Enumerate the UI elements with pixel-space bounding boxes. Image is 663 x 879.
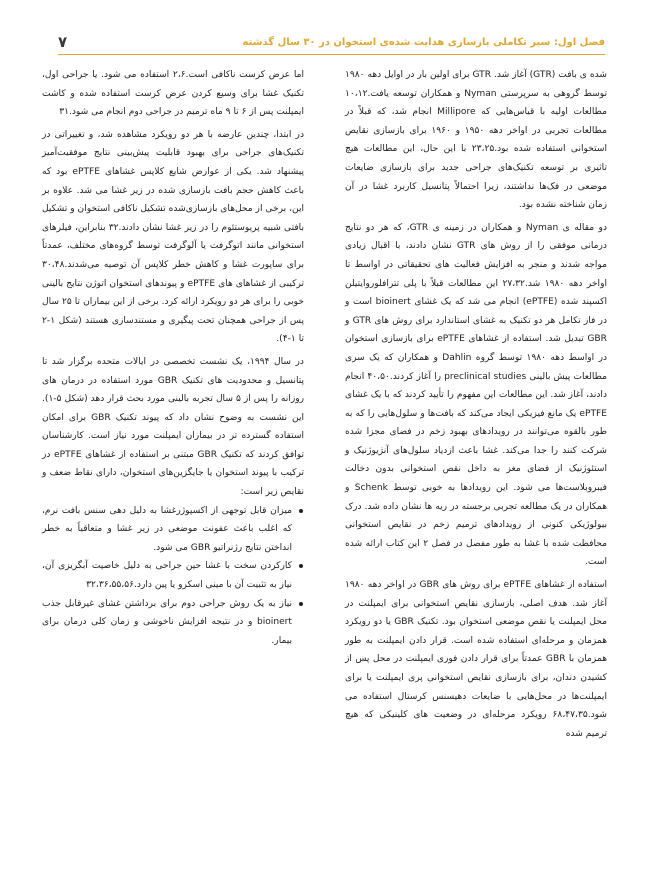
left-column <box>42 66 304 650</box>
right-column <box>345 66 607 743</box>
list-item: کارکردن سخت با غشا حین جراحی به دلیل خاصیت آبگریزی آن، نیاز به تثبیت آن با مینی اسکرو یا پین دارد.۳۲،۳۶،۵۵،۵۶ <box>42 557 304 594</box>
paragraph: اما عرض کرست ناکافی است.۲،۶ استفاده می شود. یا جراحی اول، تکنیک غشا برای وسیع کردن عرض کرست استفاده شده و کاشت ایمپلنت پس از ۶ تا ۹ ماه ترمیم در جراحی دوم انجام می شود.۳۱ <box>42 70 304 118</box>
list-item: نیاز به یک روش جراحی دوم برای برداشتن غشای غیرقابل جذب bioinert و در نتیجه افزایش ناخوشی و زمان کلی درمان برای بیمار. <box>42 595 304 651</box>
paragraph: شده ی بافت (GTR) آغاز شد. GTR برای اولین بار در اوایل دهه ۱۹۸۰ توسط گروهی به سرپرستی Nyman و همکاران توسعه یافت.۱۰،۱۲ مطالعات اولیه با قیاس‌هایی که Millipore انجام شد، که قبلاً در مطالعات تجربی در اواخر دهه ۱۹۵۰ و ۱۹۶۰ برای بازسازی نقایص استخوانی استفاده شده بود.۲۳،۲۵ با این حال، این مطالعات هیچ تاثیری بر توسعه تکنیک‌های جراحی جدید برای بازسازی ضایعات موضعی در فک‌ها نداشتند، زیرا احتمالاً پتانسیل کاربرد غشا در آن زمان شناخته نشده بود. <box>345 70 608 211</box>
chapter-title: فصل اول: سیر تکاملی بازسازی هدایت شده‌ی استخوان در ۳۰ سال گذشته <box>242 36 605 48</box>
page-header <box>58 30 605 55</box>
paragraph: استفاده از غشاهای ePTFE برای روش های GBR در اواخر دهه ۱۹۸۰ آغاز شد. هدف اصلی، بازسازی نقایص استخوانی برای ایمپلنت در محل ایمپلنت یا نقص موضعی استخوان بود. تکنیک GBR یا دو رویکرد همزمان و مرحله‌ای استفاده شده است. قرار دادن ایمپلنت به طور همزمان با GBR عمدتاً برای قرار دادن فوری ایمپلنت در محل پس از کشیدن دندان، برای بازسازی نقایص استخوانی پری ایمپلنت یا برای ایمپلنت‌ها در محل‌هایی با ضایعات دهیسنس کرستال استفاده می شود.۶۸،۴۷،۳۵ رویکرد مرحله‌ای در وضعیت های کلینیکی که هیچ ترمیم شده <box>345 580 607 739</box>
paragraph: در سال ۱۹۹۴، یک نشست تخصصی در ایالات متحده برگزار شد تا پتانسیل و محدودیت های تکنیک GBR مورد استفاده در درمان های روزانه را پس از ۵ سال تجربه بالینی مورد بحث قرار دهد (شکل ۵-۱). این نشست به وضوح نشان داد که پیوند تکنیک GBR برای امکان استفاده گسترده تر در بیماران ایمپلنت مورد نیاز است. کارشناسان توافق کردند که تکنیک GBR مبتنی بر استفاده از غشاهای ePTFE در ترکیب با پیوند استخوان یا جایگزین‌های استخوان، دارای نقاط ضعف و نقایص زیر است: <box>42 356 305 498</box>
paragraph: دو مقاله ی Nyman و همکاران در زمینه ی GTR، که هر دو نتایج درمانی موفقی را از روش های GTR نشان دادند، با اقبال زیادی مواجه شدند و منجر به افزایش فعالیت های تحقیقاتی در اواسط تا اواخر دهه ۱۹۸۰ شد.۲۷،۳۲ این مطالعات قبلاً با پلی تترافلوروایتیلن اکسپند شده (ePTFE) انجام می شد که یک غشای bioinert است و در فاز تکامل هر دو تکنیک به غشای استاندارد برای روش های GTR و GBR تبدیل شد. استفاده از غشاهای ePTFE برای بازسازی استخوان در اواسط دهه ۱۹۸۰ توسط گروه Dahlin و همکاران که یک سری مطالعات پیش بالینی preclinical studies را آغاز کردند.۴۰،۵۰ انجام دادند، آغاز شد. این مطالعات این مفهوم را تأیید کردند که با یک غشای ePTFE یک مانع فیزیکی ایجاد می‌کند که بافت‌ها و سلول‌هایی را که به طور بالقوه می‌توانند در رویدادهای بهبود زخم در فضای مجزا شده شرکت کنند را جدا می‌کند. غشا باعث ازدیاد سلول‌های آنژیوژنیک و استئوژنیک از فضای مغز به داخل نقص استخوانی بدون دخالت فیبروبلاست‌ها می شود. این رویدادها به خوبی توسط Schenk و همکاران در یک مطالعه تجربی برجسته در ریه ها نشان داده شد. درک بیولوژیکی کنونی از رویدادهای ترمیم زخم در نقایص استخوانی محافظت شده با غشا به طور مفصل در فصل ۲ این کتاب ارائه شده است. <box>345 222 608 568</box>
paragraph: در ابتدا، چندین عارضه با هر دو رویکرد مشاهده شد، و تغییراتی در تکنیک‌های جراحی برای بهبود قابلیت پیش‌بینی نتایج موفقیت‌آمیز پیشنهاد شد. یکی از عوارض شایع کلاپس غشاهای ePTFE بود که باعث کاهش حجم بافت بازسازی شده در زیر غشا می شد. علاوه بر این، برخی از محل‌های بازسازی‌شده تشکیل ناکافی استخوان و تشکیل بافتی شبیه پریوستئوم را در زیر غشا نشان دادند.۳۲ بنابراین، فیلرهای استخوانی مانند اتوگرفت یا آلوگرفت توسط گروه‌های مختلف، عمدتاً برای ساپورت غشا و کاهش خطر کلاپس آن توصیه می‌شدند.۳۰،۴۸ ترکیبی از غشاهای های ePTFE و پیوندهای استخوان اتوژن نتایج بالینی خوبی را برای هر دو رویکرد ارائه کرد. برخی از این بیماران تا ۲۵ سال پس از جراحی همچنان تحت پیگیری و مستندسازی هستند (شکل ۱-۲ تا ۱-۴). <box>42 129 305 345</box>
list-item: میزان قابل توجهی از اکسپوژرغشا به دلیل دهی سنس بافت نرم، که اغلب باعث عفونت موضعی در زیر غشا و متعاقباً به خطر انداختن نتایج رژنراتیو GBR می شود. <box>42 502 304 558</box>
page-number: ۷ <box>58 33 68 51</box>
drawbacks-list <box>42 502 304 651</box>
